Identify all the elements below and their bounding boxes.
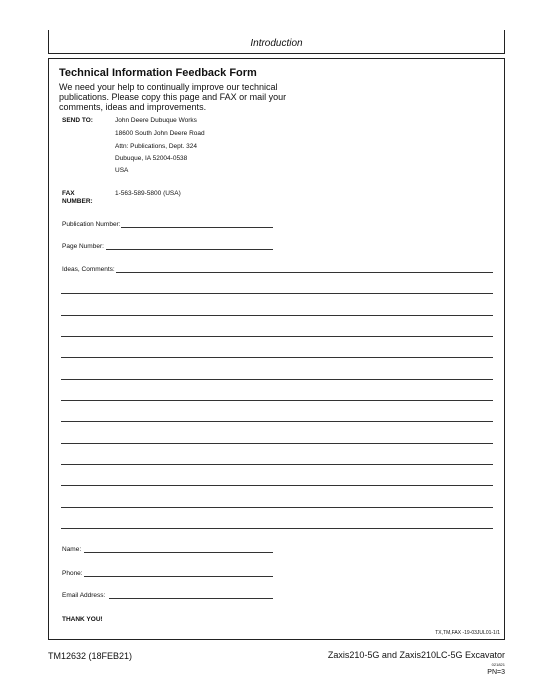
fax-number: 1-563-589-5800 (USA) — [115, 190, 181, 197]
manual-title: Zaxis210-5G and Zaxis210LC-5G Excavator — [327, 650, 505, 660]
comment-line[interactable] — [61, 507, 493, 508]
comment-line[interactable] — [61, 421, 493, 422]
section-title: Introduction — [250, 38, 303, 49]
comment-line[interactable] — [61, 379, 493, 380]
address-line: Dubuque, IA 52004-0538 — [115, 155, 188, 162]
comment-line[interactable] — [61, 443, 493, 444]
form-intro: We need your help to continually improve our technical publications. Please copy this page and FAX or mail your comments, ideas and improvements. — [59, 82, 287, 112]
name-label: Name: — [62, 546, 82, 553]
address-line: 18600 South John Deere Road — [115, 130, 205, 137]
address-line: John Deere Dubuque Works — [115, 117, 197, 124]
section-header — [48, 30, 505, 54]
comment-line[interactable] — [61, 528, 493, 529]
name-field[interactable] — [84, 552, 273, 553]
footer-code: 021821 — [491, 662, 505, 667]
fax-label: FAX NUMBER: — [62, 190, 93, 205]
publication-number-label: Publication Number: — [62, 221, 121, 228]
comment-line[interactable] — [61, 400, 493, 401]
comment-line[interactable] — [116, 272, 493, 273]
phone-label: Phone: — [62, 570, 83, 577]
email-label: Email Address: — [62, 592, 106, 599]
email-field[interactable] — [109, 598, 273, 599]
address-line: Attn: Publications, Dept. 324 — [115, 143, 198, 150]
feedback-form — [48, 58, 505, 640]
phone-field[interactable] — [84, 576, 273, 577]
comment-line[interactable] — [61, 485, 493, 486]
publication-number-field[interactable] — [121, 227, 273, 228]
page-number: PN=3 — [487, 669, 505, 676]
page-number-field[interactable] — [106, 249, 273, 250]
comment-line[interactable] — [61, 464, 493, 465]
comment-line[interactable] — [61, 357, 493, 358]
send-to-label: SEND TO: — [62, 117, 93, 124]
comment-line[interactable] — [61, 293, 493, 294]
page-number-label: Page Number: — [62, 243, 104, 250]
manual-id: TM12632 (18FEB21) — [48, 651, 133, 661]
thank-you-text: THANK YOU! — [62, 616, 103, 623]
ideas-comments-label: Ideas, Comments: — [62, 266, 115, 273]
comment-line[interactable] — [61, 315, 493, 316]
form-title: Technical Information Feedback Form — [59, 67, 257, 79]
comment-line[interactable] — [61, 336, 493, 337]
form-reference-code: TX,TM,FAX -19-03JUL01-1/1 — [435, 630, 500, 636]
address-line: USA — [115, 167, 129, 174]
